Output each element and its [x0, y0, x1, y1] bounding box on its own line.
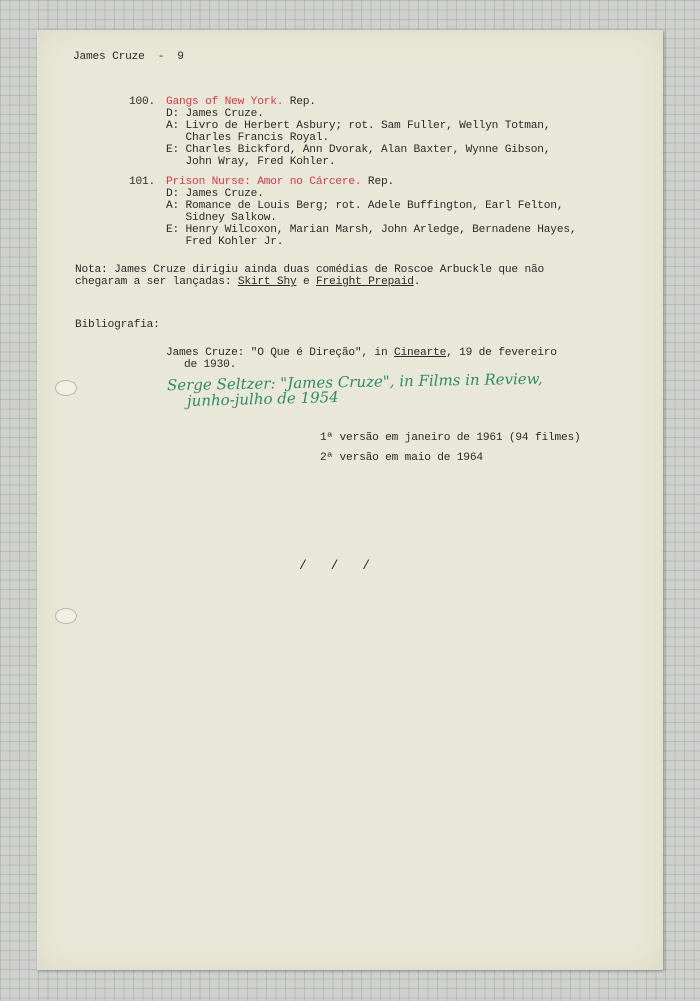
- entry-title: Gangs of New York.: [166, 96, 284, 108]
- entry-line: E: Charles Bickford, Ann Dvorak, Alan Baxter, Wynne Gibson,: [166, 144, 551, 156]
- entry-number: 100.: [129, 96, 156, 108]
- ref-text: , 19 de fevereiro: [446, 347, 557, 359]
- handwritten-note: Serge Seltzer: "James Cruze", in Films in Review,: [166, 369, 543, 395]
- note-text: e: [296, 276, 317, 288]
- entry-title-line: [166, 97, 316, 109]
- end-mark: / / /: [299, 558, 379, 573]
- note-text: .: [413, 276, 421, 288]
- ref-text: James Cruze: "O Que é Direção", in: [166, 347, 394, 359]
- entry-title-line: [166, 177, 394, 189]
- note-line: Nota: James Cruze dirigiu ainda duas comédias de Roscoe Arbuckle que não: [75, 264, 544, 276]
- document-page: [37, 30, 663, 970]
- film-title: Skirt Shy: [237, 276, 297, 288]
- entry-title: Prison Nurse: Amor no Cárcere.: [166, 176, 362, 188]
- entry-line: Fred Kohler Jr.: [166, 236, 284, 248]
- entry-line: D: James Cruze.: [166, 108, 264, 120]
- version-line: 1ª versão em janeiro de 1961 (94 filmes): [320, 432, 581, 444]
- punch-hole: [55, 380, 77, 396]
- entry-line: Sidney Salkow.: [166, 212, 277, 224]
- handwritten-note: junho-julho de 1954: [186, 388, 339, 410]
- bibliography-ref: [166, 348, 557, 360]
- entry-rep: Rep.: [283, 96, 316, 108]
- note-line: [75, 277, 420, 289]
- entry-line: John Wray, Fred Kohler.: [166, 156, 336, 168]
- note-text: chegaram a ser lançadas:: [75, 276, 238, 288]
- entry-line: A: Romance de Louis Berg; rot. Adele Buffington, Earl Felton,: [166, 200, 564, 212]
- entry-line: E: Henry Wilcoxon, Marian Marsh, John Arledge, Bernadene Hayes,: [166, 224, 577, 236]
- entry-line: Charles Francis Royal.: [166, 132, 329, 144]
- bibliography-heading: Bibliografia:: [75, 319, 160, 331]
- page-header: James Cruze - 9: [73, 51, 184, 63]
- film-title: Freight Prepaid: [316, 276, 414, 288]
- version-line: 2ª versão em maio de 1964: [320, 452, 483, 464]
- entry-line: A: Livro de Herbert Asbury; rot. Sam Fuller, Wellyn Totman,: [166, 120, 551, 132]
- bibliography-ref: de 1930.: [184, 359, 237, 371]
- entry-number: 101.: [129, 176, 156, 188]
- entry-rep: Rep.: [361, 176, 394, 188]
- entry-line: D: James Cruze.: [166, 188, 264, 200]
- punch-hole: [55, 608, 77, 624]
- ref-source: Cinearte: [393, 347, 447, 359]
